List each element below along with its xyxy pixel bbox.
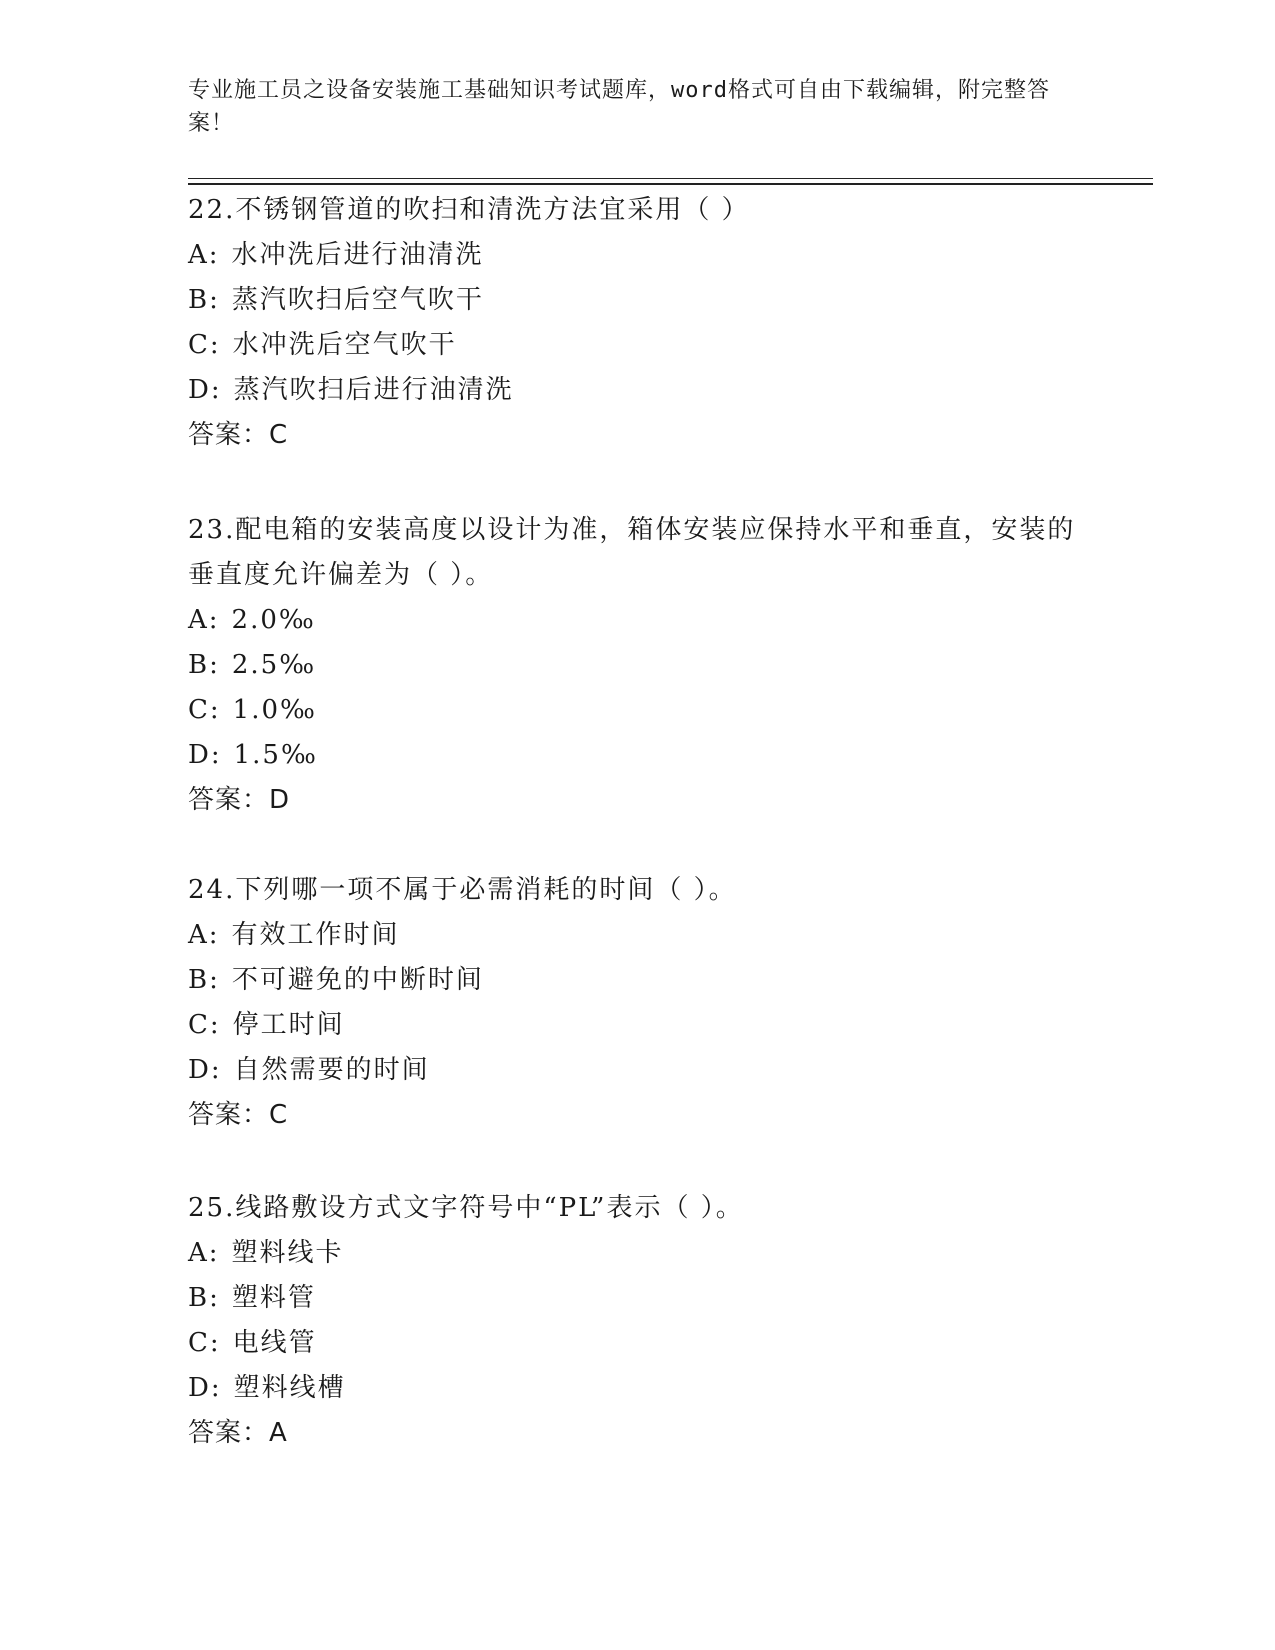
option-separator: : (210, 1373, 222, 1403)
option-a (188, 1231, 1088, 1276)
option-text: 蒸汽吹扫后空气吹干 (231, 285, 484, 315)
header-divider-thick (188, 183, 1153, 185)
option-text: 有效工作时间 (231, 920, 400, 950)
option-text: 蒸汽吹扫后进行油清洗 (233, 375, 514, 405)
option-letter: B (188, 285, 210, 315)
question-stem: 22.不锈钢管道的吹扫和清洗方法宜采用（ ） (188, 195, 750, 225)
option-text: 停工时间 (232, 1010, 345, 1040)
option-letter: B (188, 1283, 210, 1313)
option-text: 塑料线卡 (231, 1238, 344, 1268)
option-separator: : (209, 1283, 220, 1313)
option-d (188, 368, 1088, 413)
option-letter: C (188, 1328, 210, 1358)
option-separator: : (208, 240, 220, 270)
option-text: 不可避免的中断时间 (231, 965, 484, 995)
option-b (188, 643, 1088, 688)
question-stem: 25.线路敷设方式文字符号中“PL”表示（ ）。 (188, 1193, 744, 1223)
option-separator: : (208, 1238, 220, 1268)
option-text: 塑料线槽 (233, 1373, 346, 1403)
option-letter: B (188, 650, 210, 680)
option-letter: A (188, 240, 209, 270)
answer: 答案：C (188, 1100, 289, 1130)
option-letter: A (188, 605, 209, 635)
option-d (188, 1048, 1088, 1093)
option-separator: : (208, 605, 220, 635)
option-separator: : (210, 740, 222, 770)
answer: 答案：C (188, 420, 289, 450)
option-text: 1.5‰ (233, 740, 318, 770)
option-b (188, 958, 1088, 1003)
option-text: 塑料管 (231, 1283, 316, 1313)
question-stem: 23.配电箱的安装高度以设计为准，箱体安装应保持水平和垂直，安装的垂直度允许偏差为（ ）。 (188, 515, 1076, 590)
option-letter: C (188, 330, 210, 360)
header-divider-thin (188, 178, 1153, 179)
option-separator: : (209, 285, 220, 315)
option-d (188, 1366, 1088, 1411)
option-letter: C (188, 695, 210, 725)
option-separator: : (209, 1328, 221, 1358)
option-letter: D (188, 1055, 211, 1085)
option-separator: : (209, 1010, 221, 1040)
question-24 (188, 868, 1088, 1138)
option-a (188, 913, 1088, 958)
option-separator: : (209, 965, 220, 995)
option-letter: D (188, 740, 211, 770)
option-text: 2.5‰ (231, 650, 317, 680)
question-stem: 24.下列哪一项不属于必需消耗的时间（ ）。 (188, 875, 737, 905)
option-a (188, 598, 1088, 643)
option-text: 电线管 (232, 1328, 317, 1358)
option-separator: : (208, 920, 220, 950)
option-c (188, 1003, 1088, 1048)
option-c (188, 688, 1088, 733)
option-letter: D (188, 375, 211, 405)
option-c (188, 323, 1088, 368)
option-b (188, 1276, 1088, 1321)
option-text: 水冲洗后空气吹干 (232, 330, 457, 360)
document-header: 专业施工员之设备安装施工基础知识考试题库，word格式可自由下载编辑，附完整答案！ (188, 78, 1050, 136)
option-letter: B (188, 965, 210, 995)
option-c (188, 1321, 1088, 1366)
option-text: 2.0‰ (231, 605, 316, 635)
option-letter: A (188, 920, 209, 950)
option-text: 自然需要的时间 (233, 1055, 430, 1085)
option-b (188, 278, 1088, 323)
question-22 (188, 188, 1088, 458)
option-d (188, 733, 1088, 778)
option-letter: D (188, 1373, 211, 1403)
option-letter: A (188, 1238, 209, 1268)
option-separator: : (209, 330, 221, 360)
option-a (188, 233, 1088, 278)
option-separator: : (210, 1055, 222, 1085)
answer: 答案：D (188, 785, 291, 815)
option-separator: : (209, 650, 220, 680)
answer: 答案：A (188, 1418, 288, 1448)
option-text: 1.0‰ (232, 695, 317, 725)
option-separator: : (209, 695, 221, 725)
question-25 (188, 1186, 1088, 1456)
option-separator: : (210, 375, 222, 405)
option-text: 水冲洗后进行油清洗 (231, 240, 484, 270)
option-letter: C (188, 1010, 210, 1040)
question-23 (188, 508, 1088, 823)
